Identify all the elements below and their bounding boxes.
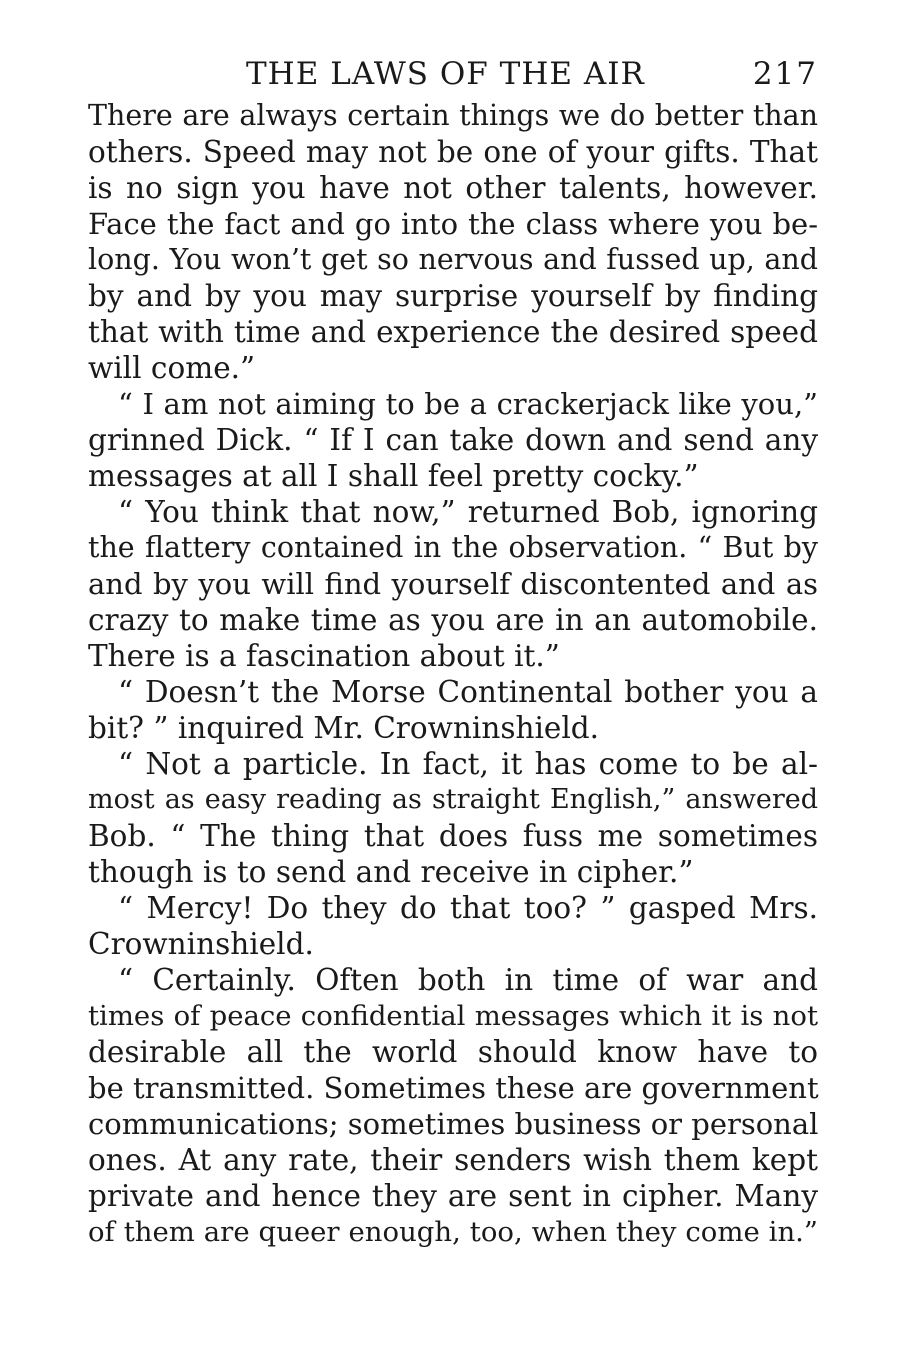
text-line: “ Doesn’t the Morse Continental bother you a xyxy=(118,675,818,709)
text-line: is no sign you have not other talents, however. xyxy=(88,171,818,205)
text-line: most as easy reading as straight English,” answered xyxy=(88,784,818,815)
running-title: THE LAWS OF THE AIR xyxy=(246,56,645,92)
text-line: “ Not a particle. In fact, it has come to be al- xyxy=(118,747,818,781)
text-line: “ Mercy! Do they do that too? ” gasped Mrs. xyxy=(118,891,818,925)
text-line: desirable all the world should know have to xyxy=(88,1035,818,1069)
text-line: and by you will find yourself discontented and as xyxy=(88,567,818,601)
text-line: Crowninshield. xyxy=(88,927,314,961)
text-line: long. You won’t get so nervous and fussed up, and xyxy=(88,243,818,276)
text-line: private and hence they are sent in cipher. Many xyxy=(88,1179,818,1213)
text-line: messages at all I shall feel pretty cocky.” xyxy=(88,459,699,493)
text-line: by and by you may surprise yourself by finding xyxy=(88,279,818,313)
text-line: grinned Dick. “ If I can take down and send any xyxy=(88,423,818,457)
text-line: “ Certainly. Often both in time of war and xyxy=(118,963,818,997)
text-line: communications; sometimes business or personal xyxy=(88,1107,819,1141)
text-line: others. Speed may not be one of your gifts. That xyxy=(88,135,818,169)
text-line: the flattery contained in the observation. “ But by xyxy=(88,531,818,564)
text-line: of them are queer enough, too, when they come in.” xyxy=(88,1216,818,1248)
text-line: be transmitted. Sometimes these are government xyxy=(88,1071,819,1105)
text-line: “ You think that now,” returned Bob, ignoring xyxy=(118,495,818,529)
text-line: crazy to make time as you are in an automobile. xyxy=(88,603,818,637)
text-line: that with time and experience the desired speed xyxy=(88,315,818,349)
page-number: 217 xyxy=(752,56,818,92)
text-line: bit? ” inquired Mr. Crowninshield. xyxy=(88,711,600,745)
text-line: Bob. “ The thing that does fuss me sometimes xyxy=(88,819,818,853)
text-line: ones. At any rate, their senders wish them kept xyxy=(88,1143,818,1177)
book-page xyxy=(88,52,818,1250)
text-line: “ I am not aiming to be a crackerjack like you,” xyxy=(118,387,818,421)
text-line: will come.” xyxy=(88,351,256,385)
text-line: There are always certain things we do better than xyxy=(88,99,818,132)
text-line: times of peace confidential messages which it is not xyxy=(88,1000,818,1032)
body-text xyxy=(88,98,818,1250)
running-header xyxy=(88,52,818,98)
text-line: though is to send and receive in cipher.” xyxy=(88,855,694,889)
text-line: Face the fact and go into the class where you be- xyxy=(88,207,818,241)
text-line: There is a fascination about it.” xyxy=(88,639,560,673)
